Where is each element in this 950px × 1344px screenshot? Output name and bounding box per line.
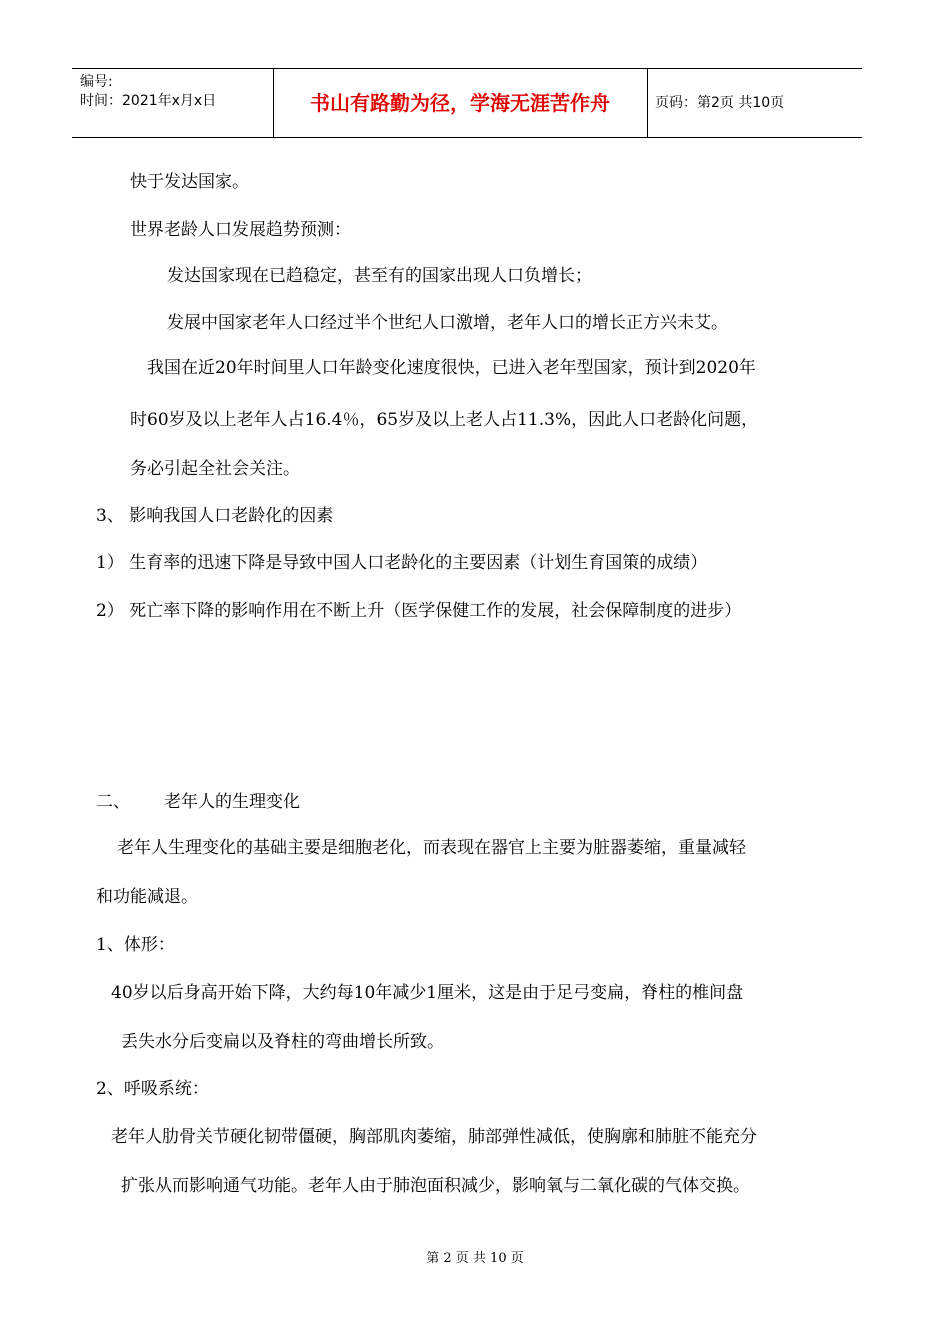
header-page-indicator: 页码：第2页 共10页 <box>655 95 785 111</box>
section-number: 二、 <box>96 792 130 812</box>
body-line: 扩张从而影响通气功能。老年人由于肺泡面积减少，影响氧与二氧化碳的气体交换。 <box>121 1176 750 1196</box>
header-motto: 书山有路勤为径，学海无涯苦作舟 <box>310 91 610 115</box>
body-line: 时60岁及以上老年人占16.4％，65岁及以上老人占11.3%，因此人口老龄化问题， <box>130 410 759 430</box>
body-line: 40岁以后身高开始下降，大约每10年减少1厘米，这是由于足弓变扁，脊柱的椎间盘 <box>111 983 744 1003</box>
body-line: 务必引起全社会关注。 <box>130 459 300 479</box>
body-line: 世界老龄人口发展趋势预测： <box>130 220 351 240</box>
section-title: 老年人的生理变化 <box>164 792 300 812</box>
document-time-label: 时间：2021年x月x日 <box>80 93 217 109</box>
header-divider-right <box>647 69 648 137</box>
section-heading: 3、 影响我国人口老龄化的因素 <box>96 506 334 526</box>
body-line: 发展中国家老年人口经过半个世纪人口激增，老年人口的增长正方兴未艾。 <box>167 313 728 333</box>
body-line: 丢失水分后变扁以及脊柱的弯曲增长所致。 <box>121 1032 444 1052</box>
body-line: 和功能减退。 <box>96 887 198 907</box>
body-line: 快于发达国家。 <box>130 172 249 192</box>
body-line: 老年人肋骨关节硬化韧带僵硬，胸部肌肉萎缩，肺部弹性减低，使胸廓和肺脏不能充分 <box>111 1127 757 1147</box>
list-item: 1） 生育率的迅速下降是导致中国人口老龄化的主要因素（计划生育国策的成绩） <box>96 553 708 573</box>
list-item: 2） 死亡率下降的影响作用在不断上升（医学保健工作的发展，社会保障制度的进步） <box>96 601 742 621</box>
header-meta <box>80 73 216 111</box>
body-line: 发达国家现在已趋稳定，甚至有的国家出现人口负增长； <box>167 266 592 286</box>
subheading: 2、呼吸系统： <box>96 1079 209 1099</box>
subheading: 1、体形： <box>96 935 175 955</box>
document-number-label: 编号: <box>80 74 113 90</box>
body-line: 老年人生理变化的基础主要是细胞老化，而表现在器官上主要为脏器萎缩，重量减轻 <box>117 838 746 858</box>
page-footer: 第 2 页 共 10 页 <box>426 1251 524 1266</box>
body-line: 我国在近20年时间里人口年龄变化速度很快，已进入老年型国家，预计到2020年 <box>147 358 756 378</box>
page-header <box>72 68 862 138</box>
